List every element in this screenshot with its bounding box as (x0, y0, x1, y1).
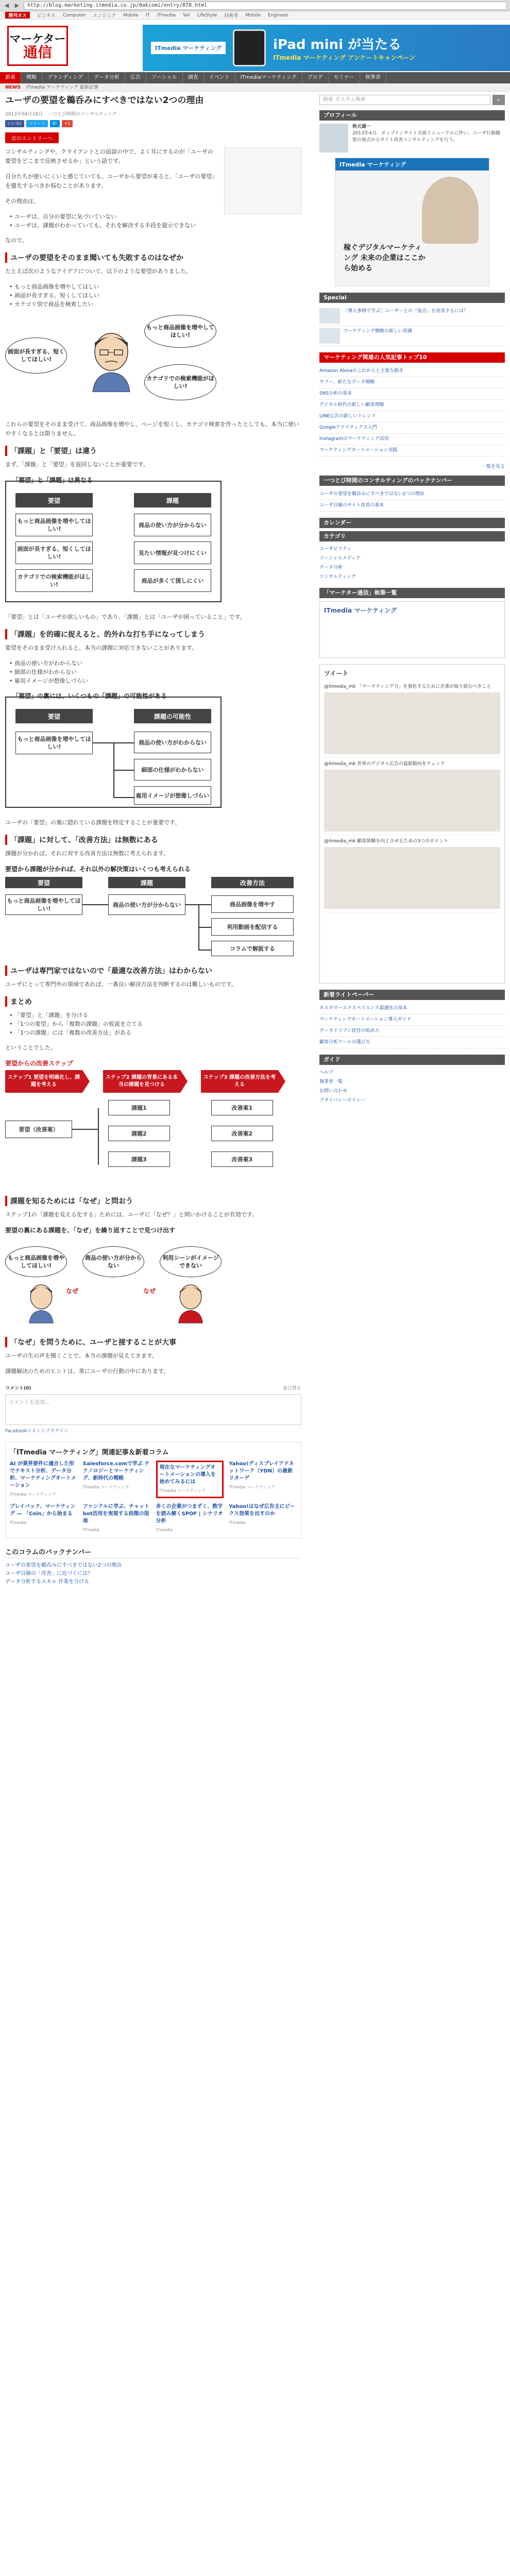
list-item[interactable]: ヤフー、新たなデータ戦略 (319, 377, 505, 388)
speech-bubble: もっと商品画像を増やしてほしい! (144, 315, 216, 348)
backnumber-item[interactable]: ユーザ目線の「改善」に近づくには？ (5, 1571, 93, 1577)
body-paragraph: まず、「課題」と「要望」を混同しないことが重要です。 (5, 461, 149, 468)
list-item[interactable]: LINE広告の新しいトレンド (319, 411, 505, 422)
diagram-title: 要望の裏にある課題を、「なぜ」を繰り返すことで見つけ出す (5, 1227, 176, 1234)
list-item: • カテゴリ別で商品を検索したい (9, 300, 301, 309)
nav-item[interactable]: イベント (204, 72, 235, 83)
step-header: ステップ1 要望を明確化し、課題を考える (5, 1070, 82, 1093)
related-item[interactable]: AI が業界要件に適合した形でテキスト分析、データ分析、マーケティングオートメーション ITmedia マーケティング (10, 1461, 76, 1497)
search-icon[interactable]: ⌕ (492, 95, 505, 105)
list-item: • 雇用イメージが想像しづらい (9, 676, 301, 685)
list-item[interactable]: Googleアナリティクス入門 (319, 422, 505, 434)
top-strip-item[interactable]: LifeStyle (197, 12, 217, 18)
body-paragraph: 「要望」とは「ユーザが欲しいもの」であり、「課題」とは「ユーザが困っていること」です。 (5, 614, 246, 620)
tags-heading: カテゴリ (319, 531, 505, 541)
speech-bubble: カテゴリでの検索機能がほしい! (144, 364, 216, 400)
body-paragraph: 課題が分かれば、それに対する改善方法は無数に考えられます。 (5, 850, 169, 857)
list-item[interactable]: マーケティングオートメーション実践 (319, 445, 505, 456)
speech-bubble: 画面が長すぎる、短くしてほしい! (5, 337, 67, 374)
article-title: ユーザの要望を鵜呑みにすべきではない2つの理由 (5, 95, 204, 106)
sub-nav (0, 83, 510, 92)
news-ticker-label: NEWS (5, 85, 21, 90)
issue-box: 商品の使い方が分からない (108, 894, 185, 915)
body-paragraph: これらの要望をそのまま受けて、商品画像を増やし、ページを短くし、カテゴリ検索を作ったとしても、本当に使いやすくなるとは限りません。 (5, 421, 300, 437)
article-category[interactable]: 一つとび時間のコンサルティング (47, 112, 117, 117)
forward-icon[interactable]: ▶ (14, 2, 20, 9)
user-character-icon (88, 330, 135, 392)
nav-item[interactable]: データ分析 (89, 72, 125, 83)
column-heading: 一つとび時間のコンサルティングのバックナンバー (319, 476, 505, 486)
logo-line-1: マーケター (9, 32, 66, 46)
diagram-head: 課題 (108, 877, 185, 888)
section-heading: 課題を知るためには「なぜ」と問おう (5, 1196, 301, 1206)
twitter-heading: ツイート (324, 670, 349, 677)
comments-count: コメント(0) (5, 1386, 31, 1391)
diagram-head-right: 課題の可能性 (134, 709, 211, 723)
request-box: カテゴリでの検索機能がほしい! (15, 569, 93, 592)
list-item[interactable]: ユーザ目線のサイト改善の基本 (319, 500, 505, 512)
sidebar-ad-headline: 稼ぐデジタルマーケティング 未来の企業はここから始める (344, 244, 426, 273)
top-strip-item[interactable]: 技術者 (224, 13, 239, 19)
facebook-comments-plugin[interactable]: Facebookコメントプラグイン (5, 1429, 69, 1434)
top-strip-item[interactable]: IT (145, 12, 150, 18)
improvement-options-diagram (5, 865, 301, 957)
top-strip (0, 11, 510, 20)
byline (5, 110, 301, 117)
sidebar (319, 95, 505, 1111)
browser-toolbar (0, 0, 510, 11)
nav-item[interactable]: 新着 (0, 72, 21, 83)
nav-item[interactable]: ブログ (302, 72, 329, 83)
article-column (5, 95, 301, 1586)
top-strip-item[interactable]: Computer (62, 12, 86, 18)
body-paragraph: ステップ1の「課題を見える化する」ためには、ユーザに「なぜ？」と問いかけることが有効です。 (5, 1211, 258, 1218)
tag-item[interactable]: コンサルティング (319, 574, 356, 580)
step-header: ステップ3 課題の改善方法を考える (201, 1070, 278, 1093)
facebook-page-name[interactable]: ITmedia マーケティング (324, 607, 397, 614)
ad-title: iPad mini が当たる (273, 37, 402, 53)
avatar (319, 124, 348, 152)
tag-item[interactable]: ユーザビリティ (319, 547, 352, 552)
diagram-head: 改善方法 (211, 877, 294, 888)
tweet-image (324, 847, 500, 909)
section-heading: 「課題」に対して、「改善方法」は無数にある (5, 835, 301, 845)
list-item: • ユーザは、課題がわかっていても、それを解決する手段を提示できない (9, 221, 301, 230)
back-icon[interactable]: ◀ (4, 2, 9, 9)
ranking-more-link[interactable]: 一覧を見る (481, 464, 505, 469)
header-ad-banner[interactable] (143, 25, 510, 71)
related-item[interactable]: Yahoo!はなぜ広告主にビークス効果を出すのか ITmedia (229, 1504, 295, 1525)
issue-box: 細部の仕様がわからない (134, 759, 211, 781)
list-item[interactable]: SNS分析の基本 (319, 388, 505, 400)
related-item[interactable]: プレイバック、マーケティング — 「Coin」から始まる ITmedia (10, 1504, 76, 1525)
nav-item[interactable]: セミナー (329, 72, 360, 83)
improvement-steps-diagram (5, 1059, 301, 1188)
issue-bullets (9, 659, 301, 685)
connector-line (113, 742, 134, 743)
ad-badge: ITmedia マーケティング (151, 42, 226, 54)
facebook-page-plugin[interactable] (319, 601, 505, 658)
tweet[interactable]: @itmedia_mk 世界のデジタル広告の最新動向をチェック (324, 758, 500, 835)
backnumber-title: このコラムのバックナンバー (5, 1547, 301, 1558)
connector-line (198, 950, 211, 951)
related-item[interactable]: ファンクルに学ぶ、チャットbot活用を実現する段階の指南 ITmedia (82, 1504, 149, 1532)
top-strip-tag[interactable]: 週刊オス (5, 12, 30, 19)
intro-paragraph: なので、 (5, 237, 28, 244)
nav-item[interactable]: 調査 (183, 72, 204, 83)
comment-input[interactable]: コメントを追加... (5, 1394, 301, 1425)
request-box: 要望（改善案） (5, 1121, 72, 1138)
nav-item[interactable]: ブランディング (42, 72, 89, 83)
issue-box: 課題1 (108, 1100, 170, 1115)
section-heading: ユーザの要望をそのまま聞いても失敗するのはなぜか (5, 252, 301, 263)
connector-line (113, 770, 134, 771)
special-heading: Special (319, 293, 505, 303)
list-item[interactable]: カスタマーエクスペリエンス最適化の基本 (319, 1003, 505, 1014)
nav-item[interactable]: 執筆者 (360, 72, 386, 83)
list-item[interactable]: マーケティングオートメーション導入ガイド (319, 1014, 505, 1026)
body-paragraph: ユーザにとって専門外の領域であれば、一番良い解決方法を判断するのは難しいものです。 (5, 981, 237, 988)
ranking-heading: マーケティング関連の人気記事トップ10 (319, 352, 505, 363)
hatena-bookmark-button[interactable]: B! (50, 120, 60, 127)
related-title: 「ITmedia マーケティング」関連記事＆新着コラム (10, 1449, 169, 1456)
intro-bullets (9, 212, 301, 230)
whitepaper-heading: 新着ライトペーパー (319, 990, 505, 1000)
top-strip-item[interactable]: Engineer (267, 12, 288, 18)
request-vs-issue-diagram (5, 476, 222, 604)
site-logo[interactable] (7, 26, 68, 66)
speech-bubble: 商品の使い方が分からない (82, 1246, 144, 1277)
fix-box: 商品画像を増やす (211, 895, 294, 913)
diagram-head-left: 要望 (15, 709, 93, 723)
nav-item[interactable]: 広告 (125, 72, 146, 83)
logo-line-2: 通信 (23, 44, 52, 61)
issue-box: 商品の使い方がわからない (134, 732, 211, 753)
list-item: • 「要望」と「課題」を分ける (9, 1011, 301, 1020)
inline-ad[interactable] (224, 147, 301, 214)
diagram-title: 要望からの改善ステップ (5, 1060, 73, 1067)
fix-box: 改善案1 (211, 1100, 273, 1115)
top-strip-item[interactable]: Mobile (123, 12, 139, 18)
summary-bullets (9, 1011, 301, 1037)
list-item[interactable]: Amazon Alexaのこれからと主要な動き (319, 366, 505, 377)
section-heading: 「課題」と「要望」は違う (5, 446, 301, 456)
ranking-list (319, 366, 505, 456)
thumbnail (319, 308, 340, 324)
fix-box: コラムで解説する (211, 941, 294, 956)
connector-line (98, 1108, 99, 1165)
related-item-highlighted[interactable]: 現在なマーケティングオートメーションの導入を始めてみるには ITmedia マーケティング (156, 1461, 224, 1498)
diagram-head-left: 要望 (15, 493, 93, 507)
writers-heading: 「マーケター通信」執筆一覧 (319, 588, 505, 598)
list-item[interactable]: 顧客分析ツールの選び方 (319, 1037, 505, 1048)
section-heading: 「課題」を的確に捉えると、的外れな打ち手になってしまう (5, 629, 301, 639)
why-label: なぜ (66, 1287, 79, 1295)
tweet[interactable]: @itmedia_mk 顧客体験を向上させるための3つのポイント (324, 835, 500, 912)
hidden-issues-diagram (5, 691, 222, 810)
guide-item[interactable]: 執筆者一覧 (319, 1079, 343, 1084)
profile-name[interactable]: 秋元雄一 (352, 124, 371, 129)
body-paragraph: 課題解決のためのヒントは、常にユーザの行動の中にあります。 (5, 1368, 169, 1375)
profile-card (319, 124, 505, 152)
issue-box: 課題3 (108, 1151, 170, 1167)
issue-box: 商品が多くて探しにくい (134, 569, 211, 592)
guide-list (319, 1068, 505, 1105)
why-diagram (5, 1226, 222, 1329)
profile-heading: プロフィール (319, 110, 505, 121)
fix-box: 改善案3 (211, 1151, 273, 1167)
why-label: なぜ (143, 1287, 156, 1295)
user-character-icon (26, 1282, 57, 1324)
issue-box: 商品の使い方が分からない (134, 514, 211, 536)
issue-box: 雇用イメージが想像しづらい (134, 786, 211, 805)
connector-line (198, 927, 211, 928)
top-strip-item[interactable]: エンジニア (93, 13, 116, 19)
connector-line (185, 904, 198, 905)
special-list (319, 306, 505, 346)
related-item[interactable]: Yahoo!ディスプレイアドネットワーク（YDN）の最新リターゲ ITmedia マーケティング (229, 1461, 294, 1489)
request-box: もっと商品画像を増やしてほしい! (15, 514, 93, 536)
news-ticker-text[interactable]: ITmedia マーケティング 最新記事 (26, 85, 98, 90)
diagram-title: 「要望」の裏には、いくつもの「課題」の可能性がある (12, 692, 167, 700)
list-item: • 画面が長すぎる、短くしてほしい (9, 291, 301, 300)
body-paragraph: 要望をそのまま受け入れると、本当の課題に対応できないことがあります。 (5, 645, 198, 651)
fix-box: 利用動画を配信する (211, 918, 294, 936)
url-bar[interactable]: http://blog.marketing.itmedia.co.jp/0akiomi/entry/878.html (24, 2, 507, 10)
diagram-title: 「要望」と「課題」は異なる (12, 477, 93, 484)
nav-item[interactable]: ITmediaマーケティング (235, 72, 302, 83)
user-requests-illustration (5, 315, 222, 413)
tag-item[interactable]: データ分析 (319, 565, 343, 570)
connector-line (113, 797, 134, 798)
tag-item[interactable]: ソーシャルメディア (319, 556, 361, 561)
issue-box: 見たい情報が見つけにくい (134, 541, 211, 564)
body-paragraph: ユーザの「要望」の裏に隠れている課題を特定することが重要です。 (5, 819, 181, 826)
diagram-head-right: 課題 (134, 493, 211, 507)
list-item[interactable]: ［導入事例で学ぶ］ユーザーとの「接点」を改善するには？ (319, 306, 505, 326)
diagram-title: 要望から課題が分かれば、それ以外の解決策はいくつも考えられる (5, 866, 191, 873)
issue-box: 課題2 (108, 1126, 170, 1141)
top-strip-item[interactable]: ITmedia (157, 12, 176, 18)
search-input[interactable]: 検索 カスタム検索 (319, 95, 490, 105)
ad-subtitle: ITmedia マーケティング アンケートキャンペーン (273, 54, 416, 61)
guide-item[interactable]: お問い合わせ (319, 1089, 348, 1094)
profile-description: 2013年4月、ポップインサイト全面リニューアルに伴い、ユーザ行動観察の視点からサイト改善コンサルティングを行う。 (352, 131, 501, 143)
list-item: • ユーザは、自分の要望に気づいていない (9, 212, 301, 221)
profile-text (352, 124, 505, 152)
intro-paragraph: 自分たちが使いにくいと感じていても、ユーザから要望が来ると、「ユーザの要望」を優先するべきか悩むことがあります。 (5, 173, 215, 189)
whitepaper-list (319, 1003, 505, 1048)
body-paragraph: ということでした。 (5, 1044, 56, 1051)
related-item[interactable]: Salesforce.comで学ぶ テクノロジーとマーケティング、新時代の戦略 ITmedia マーケティング (82, 1461, 150, 1489)
tweet[interactable]: @itmedia_mk 「マーケティング力」を強化するために企業が取り組むべきこと (324, 681, 500, 758)
column-list (319, 489, 505, 512)
section-heading: 「なぜ」を問うために、ユーザと接することが大事 (5, 1337, 301, 1347)
article-date: 2013年04月18日 (5, 112, 43, 117)
sidebar-ad[interactable] (335, 158, 489, 286)
related-articles (5, 1442, 301, 1538)
request-box: 画面が長すぎる、短くしてほしい! (15, 541, 93, 564)
social-buttons (5, 120, 301, 127)
section-heading: ユーザは専門家ではないので「最適な改善方法」はわからない (5, 965, 301, 976)
list-item: • 細部の仕様がわからない (9, 668, 301, 676)
ipad-icon (233, 29, 266, 66)
summary-heading: まとめ (5, 996, 301, 1007)
body-paragraph: たとえば次のようなアイデアについて、以下のような要望がありました。 (5, 268, 192, 275)
twitter-timeline (319, 664, 505, 984)
top-strip-item[interactable]: Mobile (245, 12, 261, 18)
list-item[interactable]: ユーザの要望を鵜呑みにすべきではない2つの理由 (319, 489, 505, 500)
diagram-head: 要望 (5, 877, 82, 888)
speech-bubble: もっと商品画像を増やしてほしい! (5, 1246, 67, 1277)
connector-line (198, 904, 211, 905)
search-row (319, 95, 505, 105)
tweet-button[interactable]: ツイート (26, 120, 48, 127)
main-nav (0, 72, 510, 83)
sidebar-ad-label: ITmedia マーケティング (335, 158, 489, 171)
request-box: もっと商品画像を増やしてほしい! (15, 732, 93, 754)
ad-person-image (422, 177, 479, 244)
list-item[interactable]: Instagramのマーケティング活用 (319, 434, 505, 445)
guide-item[interactable]: プライバシーポリシー (319, 1098, 366, 1103)
connector-line (82, 904, 108, 905)
facebook-like-button[interactable]: いいね! (5, 120, 24, 127)
top-strip-item[interactable]: ビジネス (37, 13, 56, 19)
list-item: • 「1つの要望」から「複数の課題」の仮説を立てる (9, 1020, 301, 1028)
nav-item[interactable]: 戦略 (21, 72, 42, 83)
tweet-image (324, 770, 500, 832)
guide-item[interactable]: ヘルプ (319, 1070, 334, 1075)
list-item: • 「1つの課題」には「複数の改善方法」がある (9, 1028, 301, 1037)
calendar-heading: カレンダー (319, 518, 505, 528)
body-paragraph: ユーザの生の声を聞くことで、本当の課題が見えてきます。 (5, 1352, 158, 1359)
connector-line (72, 1129, 98, 1130)
request-box: もっと商品画像を増やしてほしい! (5, 894, 82, 915)
tweet-image (324, 692, 500, 754)
intro-paragraph: その理由は、 (5, 198, 39, 205)
step-header: ステップ2 課題の背景にある本当の課題を見つける (103, 1070, 180, 1093)
guide-heading: ガイド (319, 1055, 505, 1065)
nav-item[interactable]: ソーシャル (146, 72, 183, 83)
intro-paragraph: コンサルティングや、クライアントとの面談の中で、よく耳にするのが「ユーザの要望をどこまで反映させるか」という話です。 (5, 148, 213, 164)
top-strip-item[interactable]: Vol (183, 12, 190, 18)
related-item[interactable]: 多くの企業がつまずく、数字を読み解くSPOF | シナリオ分析 ITmedia (156, 1504, 223, 1532)
thumbnail (319, 328, 340, 344)
next-entry-button[interactable]: 次のエントリーへ (5, 132, 59, 143)
google-plus-button[interactable]: +1 (62, 120, 73, 127)
related-grid (10, 1461, 297, 1534)
backnumber-item[interactable]: ユーザの要望を鵜呑みにすべきではない2つの理由 (5, 1563, 122, 1568)
speech-bubble: 利用シーンがイメージできない (160, 1246, 222, 1277)
tag-list (319, 545, 505, 582)
list-item[interactable]: マーケティング戦略の新しい常識 (319, 326, 505, 346)
site-header (0, 20, 510, 72)
comments-sort[interactable]: 並び替え (282, 1386, 301, 1391)
list-item: • もっと商品画像を増やしてほしい (9, 282, 301, 291)
request-bullets (9, 282, 301, 309)
list-item[interactable]: データドリブン経営の始め方 (319, 1026, 505, 1037)
backnumber-item[interactable]: データ分析するスキル 作業を分ける (5, 1579, 90, 1585)
connector-line (93, 742, 113, 743)
interviewer-character-icon (175, 1282, 206, 1324)
fix-box: 改善案2 (211, 1126, 273, 1141)
list-item: • 商品の使い方がわからない (9, 659, 301, 668)
list-item[interactable]: デジタル時代の新しい顧客理解 (319, 400, 505, 411)
